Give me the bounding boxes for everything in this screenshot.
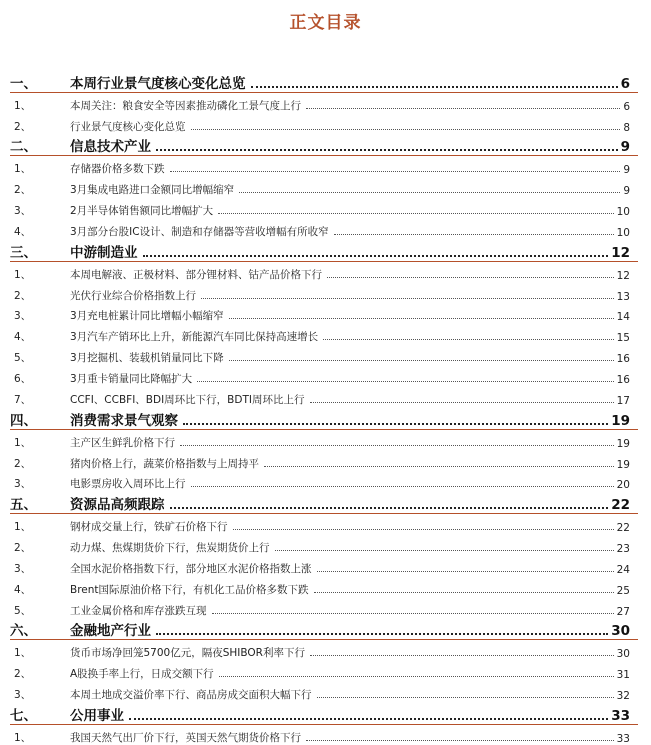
dot-leader [218,213,613,214]
toc-entry-number: 2、 [14,542,32,555]
toc-entry-title[interactable]: 信息技术产业 [70,139,151,156]
dot-leader [156,149,618,151]
toc-page-number: 24 [616,563,630,576]
toc-entry-title[interactable]: 本周电解液、正极材料、部分锂材料、钴产品价格下行 [70,268,322,281]
toc-item-row[interactable] [10,282,630,303]
toc-item-row[interactable] [10,450,630,471]
toc-page-number: 23 [616,543,630,556]
toc-entry-title[interactable]: 中游制造业 [70,244,138,261]
toc-entry-number: 二、 [10,139,37,156]
toc-page-number: 33 [611,707,630,724]
toc-item-row[interactable] [10,365,630,386]
toc-entry-number: 六、 [10,623,37,640]
toc-entry-title[interactable]: 行业景气度核心变化总览 [70,120,186,133]
toc-item-row[interactable] [10,261,630,282]
toc-chapter-row[interactable] [10,491,630,513]
toc-page-number: 32 [616,690,630,703]
toc-entry-title[interactable]: 光伏行业综合价格指数上行 [70,289,196,302]
toc-entry-title[interactable]: 3月部分台股IC设计、制造和存储器等营收增幅有所收窄 [70,225,329,238]
toc-page-number: 25 [616,584,630,597]
toc-page-number: 17 [616,394,630,407]
toc-entry-number: 1、 [14,731,32,744]
toc-entry-title[interactable]: 动力煤、焦煤期货价下行，焦炭期货价上行 [70,542,270,555]
toc-entry-number: 2、 [14,289,32,302]
dot-leader [317,571,614,572]
toc-item-row[interactable] [10,597,630,618]
toc-entry-title[interactable]: 存储器价格多数下跌 [70,163,165,176]
toc-entry-number: 3、 [14,205,32,218]
dot-leader [314,592,614,593]
toc-entry-title[interactable]: 资源品高频跟踪 [70,497,165,514]
dot-leader [191,486,614,487]
dot-leader [183,423,608,425]
toc-page-number: 30 [616,648,630,661]
toc-chapter-row[interactable] [10,70,630,92]
toc-page-number: 9 [623,164,630,177]
toc-item-row[interactable] [10,429,630,450]
dot-leader [306,108,620,109]
toc-page-number: 6 [623,100,630,113]
toc-entry-number: 四、 [10,412,37,429]
toc-entry-title[interactable]: A股换手率上行，日成交额下行 [70,668,214,681]
toc-entry-number: 2、 [14,668,32,681]
toc-entry-number: 5、 [14,352,32,365]
toc-page-number: 19 [616,458,630,471]
toc-page-number: 13 [616,290,630,303]
toc-entry-title[interactable]: 3月重卡销量同比降幅扩大 [70,373,193,386]
toc-entry-title[interactable]: 主产区生鲜乳价格下行 [70,436,175,449]
dot-leader [229,318,614,319]
toc-entry-number: 1、 [14,436,32,449]
toc-entry-number: 1、 [14,163,32,176]
dot-leader [219,676,614,677]
toc-entry-number: 3、 [14,689,32,702]
toc-entry-number: 3、 [14,310,32,323]
toc-page-number: 16 [616,353,630,366]
table-of-contents [10,70,630,745]
toc-page-number: 33 [616,732,630,745]
toc-page-number: 31 [616,669,630,682]
toc-page-number: 6 [620,75,630,92]
dot-leader [317,697,614,698]
dot-leader [334,234,614,235]
toc-page-number: 15 [616,332,630,345]
dot-leader [143,255,609,257]
toc-entry-number: 4、 [14,331,32,344]
toc-entry-title[interactable]: 3月充电桩累计同比增幅小幅缩窄 [70,310,224,323]
dot-leader [310,402,614,403]
toc-entry-title[interactable]: 公用事业 [70,707,124,724]
toc-entry-number: 2、 [14,457,32,470]
toc-entry-number: 6、 [14,373,32,386]
toc-item-row[interactable] [10,197,630,218]
dot-leader [323,339,613,340]
toc-entry-number: 4、 [14,583,32,596]
toc-entry-title[interactable]: 货币市场净回笼5700亿元，隔夜SHIBOR利率下行 [70,647,305,660]
toc-title: 正文目录 [289,13,362,33]
toc-chapter-row[interactable] [10,134,630,156]
toc-entry-title[interactable]: 本周关注：粮食安全等因素推动磷化工景气度上行 [70,99,301,112]
toc-item-row[interactable] [10,176,630,197]
toc-entry-number: 2、 [14,120,32,133]
dot-leader [156,633,608,635]
toc-item-row[interactable] [10,681,630,702]
toc-item-row[interactable] [10,724,630,745]
dot-leader [327,277,614,278]
dot-leader [129,718,608,720]
toc-entry-title[interactable]: CCFI、CCBFI、BDI周环比下行，BDTI周环比上行 [70,393,305,406]
toc-item-row[interactable] [10,639,630,660]
toc-item-row[interactable] [10,218,630,239]
toc-entry-title[interactable]: 3月汽车产销环比上升，新能源汽车同比保持高速增长 [70,331,319,344]
toc-page-number: 10 [616,226,630,239]
dot-leader [251,86,618,88]
dot-leader [191,129,621,130]
toc-entry-title[interactable]: 猪肉价格上行，蔬菜价格指数与上周持平 [70,457,259,470]
toc-entry-title[interactable]: 工业金属价格和库存涨跌互现 [70,604,207,617]
toc-item-row[interactable] [10,576,630,597]
toc-entry-number: 3、 [14,478,32,491]
toc-page-number: 8 [623,121,630,134]
toc-item-row[interactable] [10,513,630,534]
toc-page-number: 22 [616,522,630,535]
dot-leader [306,740,614,741]
toc-page-number: 9 [623,185,630,198]
toc-item-row[interactable] [10,534,630,555]
toc-entry-title[interactable]: 消费需求景气观察 [70,412,178,429]
toc-page-number: 16 [616,374,630,387]
toc-entry-title[interactable]: 本周行业景气度核心变化总览 [70,75,246,92]
toc-page-number: 19 [616,437,630,450]
dot-leader [197,381,613,382]
toc-entry-number: 7、 [14,393,32,406]
toc-entry-title[interactable]: 3月集成电路进口金额同比增幅缩窄 [70,184,235,197]
toc-chapter-row[interactable] [10,239,630,261]
toc-page-number: 10 [616,206,630,219]
dot-leader [239,192,620,193]
dot-leader [180,445,614,446]
toc-item-row[interactable] [10,303,630,324]
toc-chapter-row[interactable] [10,702,630,724]
dot-leader [275,550,614,551]
toc-entry-title[interactable]: 钢材成交量上行，铁矿石价格下行 [70,521,228,534]
toc-item-row[interactable] [10,323,630,344]
toc-entry-number: 4、 [14,225,32,238]
toc-page-number: 12 [611,244,630,261]
dot-leader [310,655,614,656]
toc-page-number: 20 [616,479,630,492]
toc-entry-number: 2、 [14,184,32,197]
toc-item-row[interactable] [10,92,630,113]
toc-entry-title[interactable]: Brent国际原油价格下行，有机化工品价格多数下跌 [70,583,309,596]
toc-entry-number: 一、 [10,75,37,92]
toc-entry-title[interactable]: 金融地产行业 [70,623,151,640]
dot-leader [170,171,621,172]
toc-item-row[interactable] [10,344,630,365]
toc-entry-title[interactable]: 我国天然气出厂价下行，英国天然气期货价格下行 [70,731,301,744]
toc-page-number: 9 [620,139,630,156]
dot-leader [229,360,614,361]
toc-entry-number: 5、 [14,604,32,617]
dot-leader [170,507,609,509]
toc-chapter-row[interactable] [10,618,630,640]
toc-entry-number: 1、 [14,521,32,534]
toc-entry-title[interactable]: 3月挖掘机、装载机销量同比下降 [70,352,224,365]
dot-leader [201,298,614,299]
toc-page-number: 12 [616,269,630,282]
toc-item-row[interactable] [10,155,630,176]
toc-entry-number: 1、 [14,647,32,660]
toc-item-row[interactable] [10,386,630,407]
toc-entry-title[interactable]: 2月半导体销售额同比增幅扩大 [70,205,214,218]
toc-item-row[interactable] [10,660,630,681]
toc-entry-number: 3、 [14,562,32,575]
toc-chapter-row[interactable] [10,407,630,429]
dot-leader [212,613,614,614]
toc-entry-number: 七、 [10,707,37,724]
toc-entry-title[interactable]: 电影票房收入周环比上行 [70,478,186,491]
toc-entry-number: 1、 [14,99,32,112]
toc-entry-title[interactable]: 本周土地成交溢价率下行、商品房成交面积大幅下行 [70,689,312,702]
toc-item-row[interactable] [10,555,630,576]
toc-page-number: 27 [616,605,630,618]
toc-item-row[interactable] [10,471,630,492]
toc-entry-number: 1、 [14,268,32,281]
toc-entry-number: 三、 [10,244,37,261]
toc-item-row[interactable] [10,113,630,134]
toc-page-number: 14 [616,311,630,324]
dot-leader [264,466,614,467]
dot-leader [233,529,614,530]
toc-page-number: 22 [611,497,630,514]
toc-page-number: 19 [611,412,630,429]
toc-entry-title[interactable]: 全国水泥价格指数下行，部分地区水泥价格指数上涨 [70,562,312,575]
toc-page-number: 30 [611,623,630,640]
toc-entry-number: 五、 [10,497,37,514]
